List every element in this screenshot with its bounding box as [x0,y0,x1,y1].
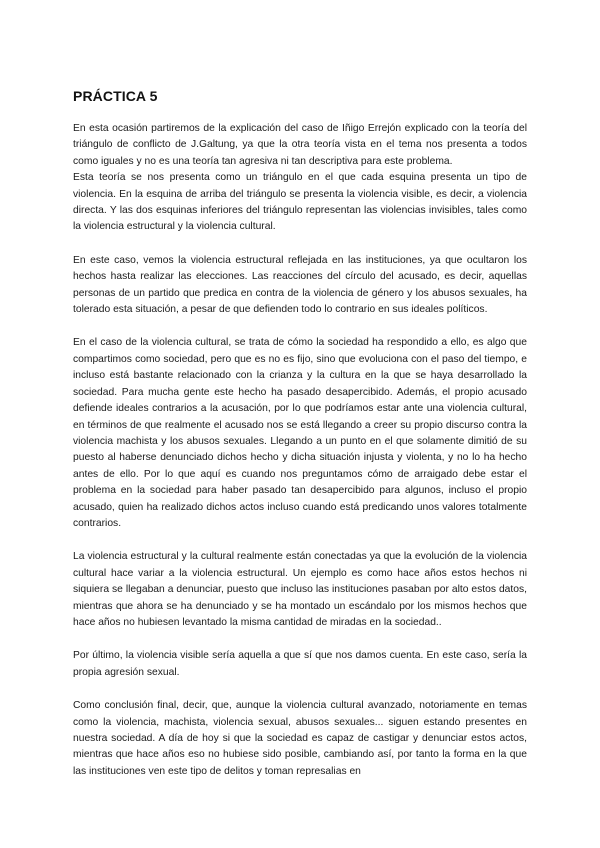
paragraph-cultural-violence: En el caso de la violencia cultural, se trata de cómo la sociedad ha respondido a ello, es algo que compartimos como sociedad, pero que es no es fijo, sino que evoluciona con el paso del tiempo, e incluso está bastante relacionado con la crianza y la cultura en la que se haya desarrollado la sociedad. Para mucha gente este hecho ha pasado desapercibido. Además, el propio acusado defiende ideales contrarios a la acusación, por lo que podríamos estar ante una violencia cultural, en términos de que realmente el acusado nos se está llegando a creer su propio discurso contra la violencia machista y los abusos sexuales. Llegando a un punto en el que solamente dimitió de su puesto al haberse denunciado dichos hecho y dicha situación injusta y violenta, y no lo ha hecho antes de ello. Por lo que aquí es cuando nos preguntamos cómo de arraigado debe estar el problema en la sociedad para haber pasado tan desapercibido para algunos, incluso el propio acusado, quien ha realizado dichos actos incluso cuando está predicando unos valores totalmente contrarios. [73,337,527,529]
paragraph-connection: La violencia estructural y la cultural realmente están conectadas ya que la evolución de la violencia cultural hace variar a la violencia estructural. Un ejemplo es como hace años estos hechos ni siquiera se llegaban a denunciar, puesto que incluso las instituciones pasaban por alto estos datos, mientras que ahora se ha denunciado y se ha montado un escándalo por los mismos hechos que hace años no hubiesen levantado la misma cantidad de miradas en la sociedad.. [73,551,527,628]
paragraph-visible-violence: Por último, la violencia visible sería aquella a que sí que nos damos cuenta. En este caso, sería la propia agresión sexual. [73,650,527,678]
document-body [73,121,527,797]
paragraph-structural-violence: En este caso, vemos la violencia estructural reflejada en las instituciones, ya que ocultaron los hechos hasta realizar las elecciones. Las reacciones del círculo del acusado, es decir, aquellas personas de un partido que predica en contra de la violencia de género y los abusos sexuales, ha tolerado esta situación, a pesar de que defienden todo lo contrario en sus ideales políticos. [73,254,527,316]
paragraph-triangle-theory: Esta teoría se nos presenta como un triángulo en el que cada esquina presenta un tipo de violencia. En la esquina de arriba del triángulo se presenta la violencia visible, es decir, a violencia directa. Y las dos esquinas inferiores del triángulo representan las violencias invisibles, tales como la violencia estructural y la violencia cultural. [73,172,527,233]
page-title: PRÁCTICA 5 [73,88,158,104]
paragraph-conclusion: Como conclusión final, decir, que, aunque la violencia cultural avanzado, notoriamente en temas como la violencia, machista, violencia sexual, abusos sexuales... siguen estando presentes en nuestra sociedad. A día de hoy si que la sociedad es capaz de castigar y denunciar estos actos, mientras que hace años eso no hubiese sido posible, cambiando así, por tanto la forma en la que las instituciones ven este tipo de delitos y toman represalias en [73,700,527,777]
paragraph-intro: En esta ocasión partiremos de la explicación del caso de Iñigo Errejón explicado con la teoría del triángulo de conflicto de J.Galtung, ya que la otra teoría vista en el tema nos presenta a todos como iguales y no es una teoría tan agresiva ni tan descriptiva para este problema. [73,123,527,167]
